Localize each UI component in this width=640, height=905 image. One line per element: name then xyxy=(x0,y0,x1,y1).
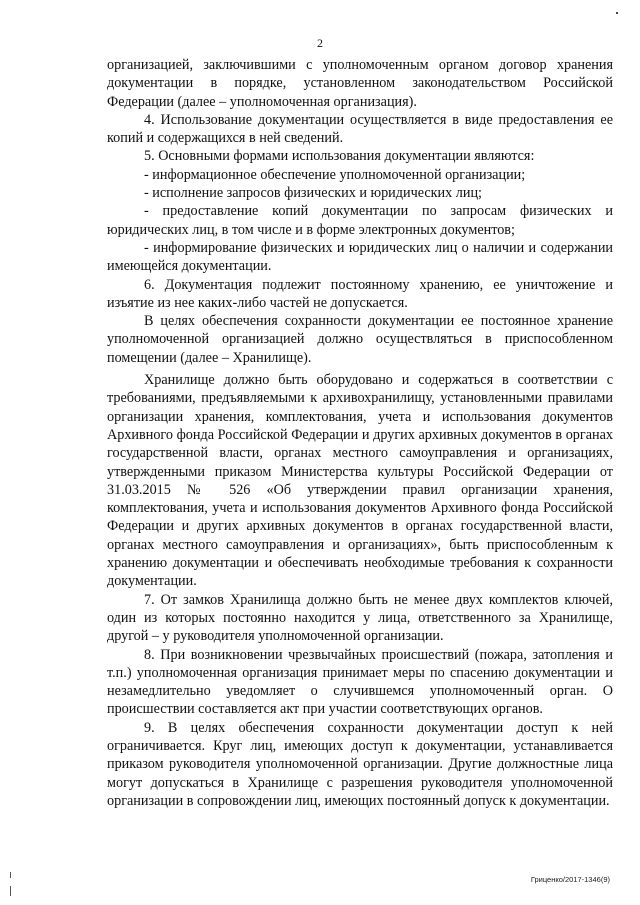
paragraph-storage-room: В целях обеспечения сохранности документации ее постоянное хранение уполномоченной организацией должно осуществляться в приспособленном помещении (далее – Хранилище). xyxy=(107,313,613,366)
scan-artifact xyxy=(616,12,618,14)
paragraph-item-9: 9. В целях обеспечения сохранности документации доступ к ней ограничивается. Круг лиц, имеющих доступ к документации, устанавливается приказом руководителя уполномоченной организации. Другие должностные лица могут допускаться в Хранилище с разрешения руководителя уполномоченной организации в сопровождении лиц, имеющих постоянный допуск к документации. xyxy=(107,719,613,809)
list-item-informing: - информирование физических и юридических лиц о наличии и содержании имеющейся документации. xyxy=(107,239,613,275)
document-footer-code: Гриценко/2017-1346(9) xyxy=(530,875,610,884)
paragraph-item-4: 4. Использование документации осуществляется в виде предоставления ее копий и содержащихся в ней сведений. xyxy=(107,111,613,147)
paragraph-continuation: организацией, заключившими с уполномоченным органом договор хранения документации в порядке, установленном законодательством Российской Федерации (далее – уполномоченная организация). xyxy=(107,57,613,110)
paragraph-item-5: 5. Основными формами использования документации являются: xyxy=(144,148,535,165)
list-item-info-support: - информационное обеспечение уполномоченной организации; xyxy=(144,166,526,183)
document-body xyxy=(107,56,613,810)
list-item-copies: - предоставление копий документации по запросам физических и юридических лиц, в том числе и в форме электронных документов; xyxy=(107,203,613,238)
paragraph-item-7: 7. От замков Хранилища должно быть не менее двух комплектов ключей, один из которых постоянно находится у лица, ответственного за Хранилище, другой – у руководителя уполномоченной организации. xyxy=(107,591,613,645)
margin-mark xyxy=(10,886,11,896)
margin-mark xyxy=(10,872,11,878)
page-number: 2 xyxy=(317,36,323,50)
paragraph-item-6: 6. Документация подлежит постоянному хранению, ее уничтожение и изъятие из нее каких-либо частей не допускается. xyxy=(107,276,613,311)
paragraph-item-8: 8. При возникновении чрезвычайных происшествий (пожара, затопления и т.п.) уполномоченная организация принимает меры по спасению документации и незамедлительно уведомляет о случившемся уполномоченный орган. О происшествии составляется акт при участии соответствующих органов. xyxy=(107,646,613,718)
list-item-requests: - исполнение запросов физических и юридических лиц; xyxy=(144,185,482,202)
paragraph-storage-requirements: Хранилище должно быть оборудовано и содержаться в соответствии с требованиями, предъявляемыми к архивохранилищу, установленными правилами организации хранения, комплектования, учета и использования документов Архивного фонда Российской Федерации и других архивных документов в органах государственной власти, органах местного самоуправления и организациях, утвержденными приказом Министерства культуры Российской Федерации от 31.03.2015 № 526 «Об утверждении правил организации хранения, комплектования, учета и использования документов Архивного фонда Российской Федерации и других архивных документов в органах государственной власти, органах местного самоуправления и организациях», быть приспособленным к хранению документации и обеспечивать необходимые требования к сохранности документации. xyxy=(107,372,613,590)
